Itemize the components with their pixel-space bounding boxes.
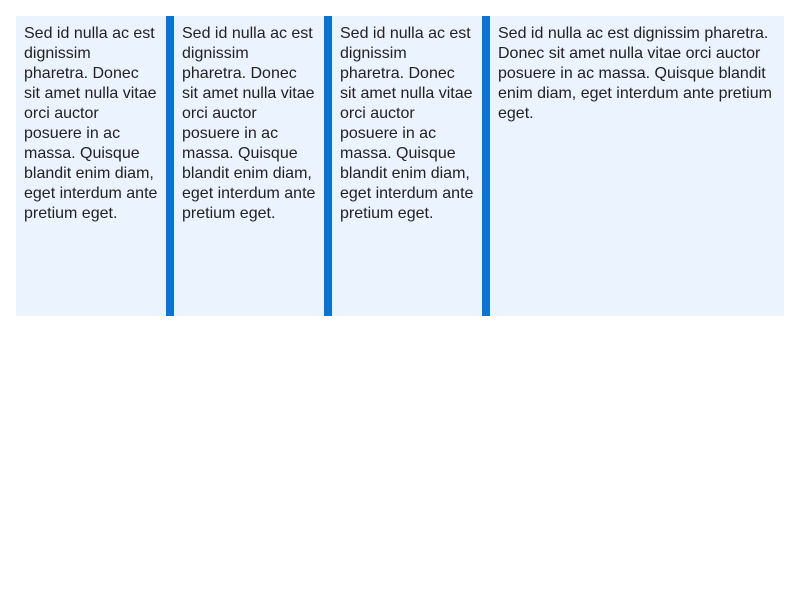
- panel-2-text: Sed id nulla ac est dignissim pharetra. Donec sit amet nulla vitae orci auctor posuere in ac massa. Quisque blandit enim diam, eget interdum ante pretium eget.: [182, 25, 316, 222]
- panel-1-text: Sed id nulla ac est dignissim pharetra. Donec sit amet nulla vitae orci auctor posuere in ac massa. Quisque blandit enim diam, eget interdum ante pretium eget.: [24, 25, 158, 222]
- panel-3: [332, 16, 482, 316]
- panel-divider-2[interactable]: [324, 16, 332, 316]
- panel-divider-3[interactable]: [482, 16, 490, 316]
- panel-2: [174, 16, 324, 316]
- panel-1: [16, 16, 166, 316]
- panel-3-text: Sed id nulla ac est dignissim pharetra. Donec sit amet nulla vitae orci auctor posuere in ac massa. Quisque blandit enim diam, eget interdum ante pretium eget.: [340, 25, 474, 222]
- resizable-panel-group: [16, 16, 784, 316]
- panel-4-text: Sed id nulla ac est dignissim pharetra. Donec sit amet nulla vitae orci auctor posuere in ac massa. Quisque blandit enim diam, eget interdum ante pretium eget.: [498, 25, 772, 122]
- panel-divider-1[interactable]: [166, 16, 174, 316]
- panel-4: [490, 16, 784, 316]
